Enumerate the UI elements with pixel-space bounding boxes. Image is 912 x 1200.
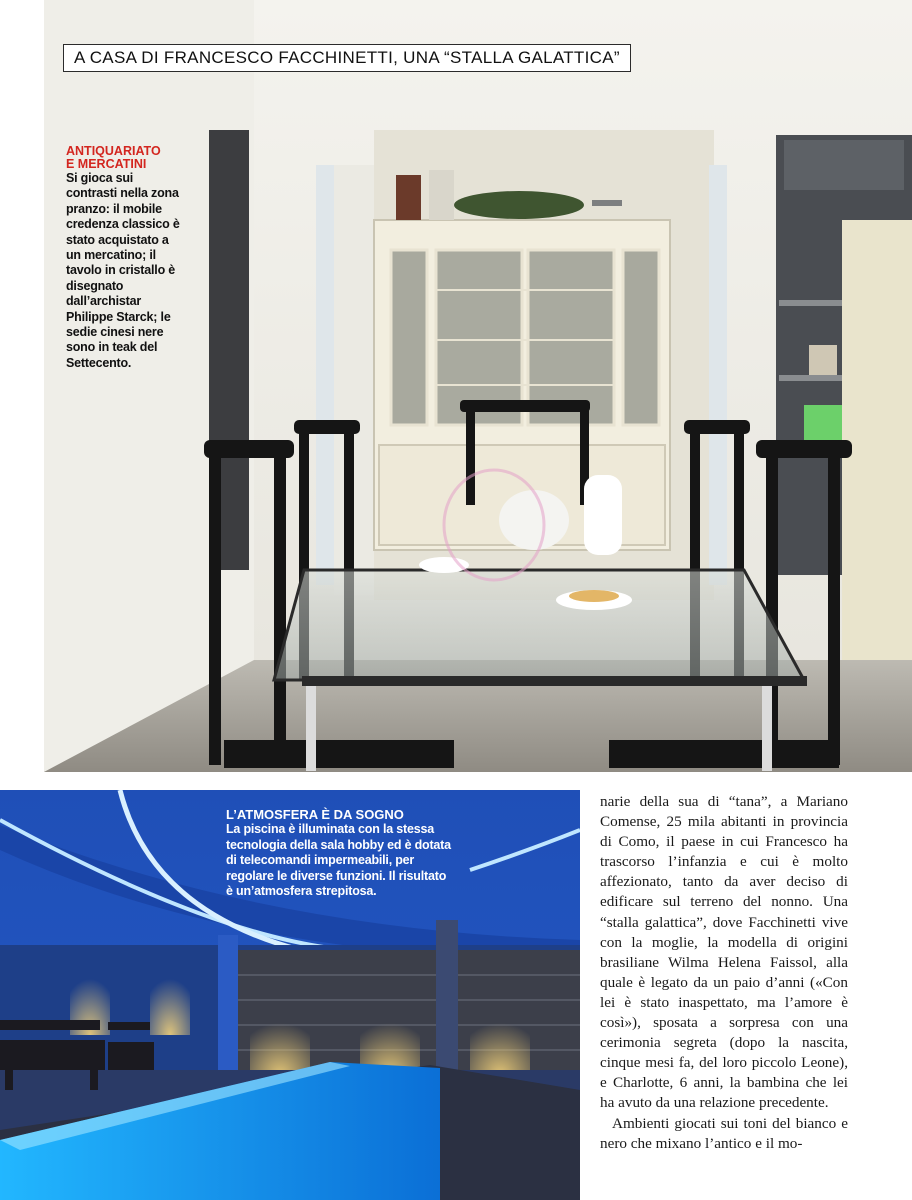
pool-caption-kicker: L’ATMOSFERA È DA SOGNO [226, 807, 404, 822]
headline: A CASA DI FRANCESCO FACCHINETTI, UNA “STALLA GALATTICA” [74, 48, 620, 67]
article-column [600, 792, 848, 1154]
dining-room-photo [44, 0, 912, 772]
photo-caption-dining [66, 145, 184, 371]
article-paragraph-2: Ambienti giocati sui toni del bianco e nero che mixano l’antico e il mo- [600, 1114, 848, 1152]
caption-kicker-line2: E MERCATINI [66, 157, 147, 171]
headline-box [63, 44, 631, 72]
caption-body: Si gioca sui contrasti nella zona pranzo: il mobile credenza classico è stato acquistato a un mercatino; il tavolo in cristallo è disegnato dall’archistar Philippe Starck; le sedie cinesi nere sono in teak del Settecento. [66, 171, 180, 370]
article-paragraph-1: narie della sua di “tana”, a Mariano Comense, 25 mila abitanti in provincia di Como, il paese in cui Francesco ha trascorso l’infanzia e cui è molto affezionato, tanto da aver deciso di edificare sul terreno del nonno. Una “stalla galattica”, dove Facchinetti vive con la moglie, la modella di origini brasiliane Wilma Helena Faissol, alla quale è legato da un paio d’anni («Con lei è stato inaspettato, ma l’amore è così»), sposata a sorpresa con una cerimonia segreta (dopo la nascita, cinque mesi fa, del loro piccolo Leone), e Charlotte, 6 anni, la bambina che lei ha avuto da una relazione precedente. [600, 793, 848, 1112]
photo-caption-pool [226, 807, 456, 900]
pool-caption-body: La piscina è illuminata con la stessa tecnologia della sala hobby ed è dotata di telecomandi impermeabili, per regolare le diverse funzioni. Il risultato è un’atmosfera strepitosa. [226, 822, 451, 898]
caption-kicker-line1: ANTIQUARIATO [66, 144, 161, 158]
dining-room-illustration [44, 0, 912, 772]
